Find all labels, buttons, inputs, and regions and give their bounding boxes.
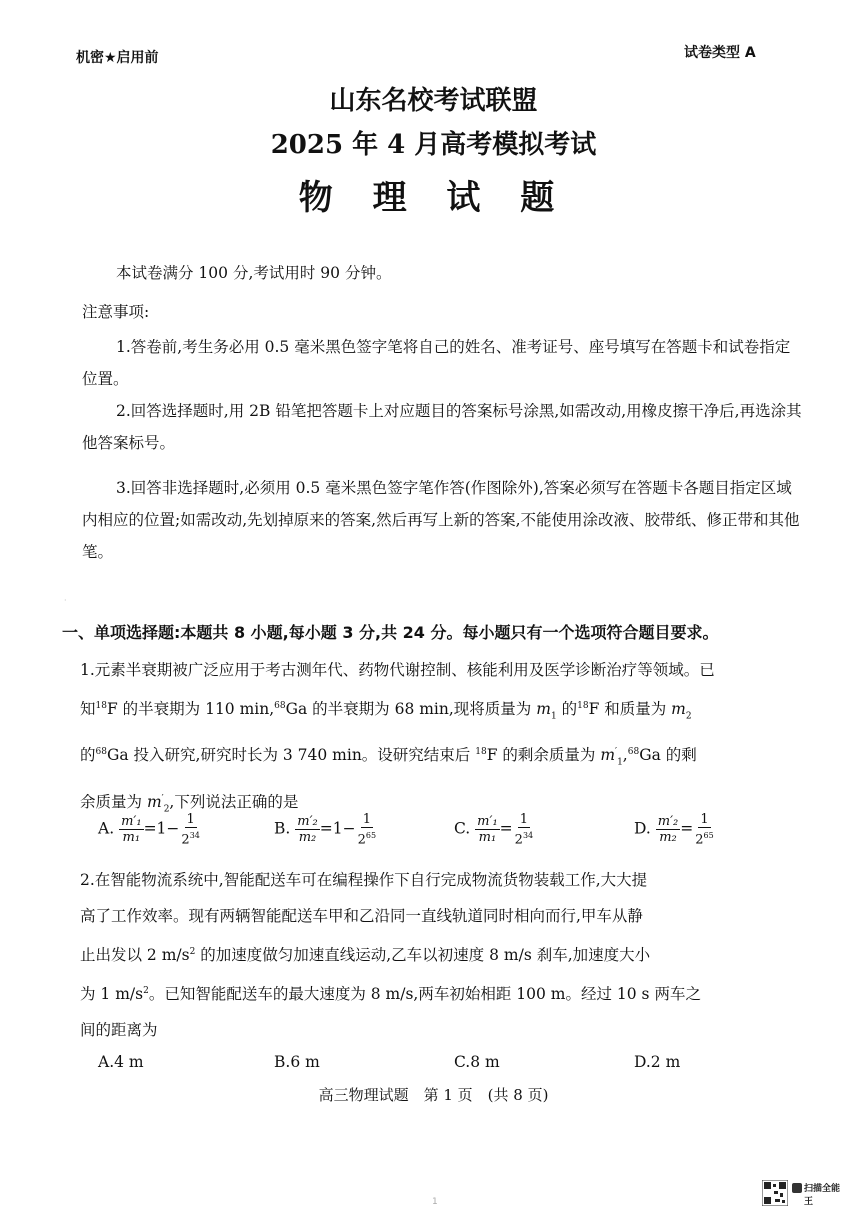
q2-line-2: 高了工作效率。现有两辆智能配送车甲和乙沿同一直线轨道同时相向而行,甲车从静 (80, 907, 643, 925)
q1-option-c: C. $\frac{\text{m′₁}}{\text{m₁}}$ = $\frac{1}{2^{34}}$ (454, 812, 534, 848)
scanner-brand: 扫描全能王 (804, 1184, 841, 1207)
q2-line-5: 间的距离为 (80, 1021, 158, 1040)
q2-line-1: 2.在智能物流系统中,智能配送车可在编程操作下自行完成物流货物装载工作,大大提 (80, 871, 648, 889)
q2-option-c: C.8 m (454, 1053, 500, 1071)
q1-line-2: 知$^{18}$F 的半衰期为 110 min,$^{68}$Ga 的半衰期为 68 min,现将质量为 $m_1$ 的$^{18}$F 和质量为 $m_2$ (80, 700, 692, 722)
q1-line-3: 的$^{68}$Ga 投入研究,研究时长为 3 740 min。设研究结束后 $^{18}$F 的剩余质量为 $m'_1,^{68}Ga$ 的剩 (80, 746, 697, 768)
note-item-3: 3.回答非选择题时,必须用 0.5 毫米黑色签字笔作答(作图除外),答案必须写在答题卡各题目指定区域内相应的位置;如需改动,先划掉原来的答案,然后再写上新的答案,不能使用涂改液、胶带纸、修正带和其他笔。 (82, 479, 800, 561)
question-1 (80, 652, 802, 827)
subject-title: 物 理 试 题 (298, 178, 569, 218)
scanner-logo-icon (792, 1183, 802, 1193)
scanner-watermark (762, 1178, 848, 1208)
q1-option-b: B. $\frac{\text{m′₂}}{\text{m₂}}$ =1− $\frac{1}{2^{65}}$ (274, 812, 377, 848)
paper-type-label: 试卷类型 A (684, 45, 756, 61)
exam-intro: 本试卷满分 100 分,考试用时 90 分钟。 (116, 264, 392, 282)
q2-option-b: B.6 m (274, 1053, 320, 1071)
section-heading: 一、单项选择题:本题共 8 小题,每小题 3 分,共 24 分。每小题只有一个选项符合题目要求。 (62, 623, 719, 642)
note-item-2: 2.回答选择题时,用 2B 铅笔把答题卡上对应题目的答案标号涂黑,如需改动,用橡皮擦干净后,再选涂其他答案标号。 (82, 402, 802, 452)
page-footer: 高三物理试题 第 1 页 (共 8 页) (318, 1086, 549, 1104)
q2-line-3: 止出发以 2 $m/s^2$ 的加速度做匀加速直线运动,乙车以初速度 8 m/s 刹车,加速度大小 (80, 946, 651, 965)
scan-dot: · (64, 596, 67, 605)
q1-line-4: 余质量为 $m'_2$,下列说法正确的是 (80, 792, 299, 814)
q1-option-d: D. $\frac{\text{m′₂}}{\text{m₂}}$ = $\frac{1}{2^{65}}$ (634, 812, 714, 848)
q2-line-4: 为 1 $m/s^2$。已知智能配送车的最大速度为 8 m/s,两车初始相距 100 m。经过 10 s 两车之 (80, 985, 701, 1004)
q1-option-a: A. $\frac{\text{m′₁}}{\text{m₁}}$ =1− $\frac{1}{2^{34}}$ (98, 812, 200, 848)
question-2 (80, 862, 802, 1048)
exam-name-title: 2025 年 4 月高考模拟考试 (270, 130, 597, 160)
q1-line-1: 1.元素半衰期被广泛应用于考古测年代、药物代谢控制、核能利用及医学诊断治疗等领域。已 (80, 661, 715, 679)
exam-union-title: 山东名校考试联盟 (329, 86, 538, 116)
note-item-1: 1.答卷前,考生务必用 0.5 毫米黑色签字笔将自己的姓名、准考证号、座号填写在答题卡和试卷指定位置。 (82, 338, 791, 388)
confidential-label: 机密★启用前 (76, 50, 159, 66)
notes-heading: 注意事项: (82, 303, 150, 321)
qr-code-icon (762, 1180, 788, 1206)
q2-option-d: D.2 m (634, 1053, 681, 1071)
q2-option-a: A.4 m (98, 1053, 144, 1071)
page-number: 1 (432, 1197, 438, 1207)
